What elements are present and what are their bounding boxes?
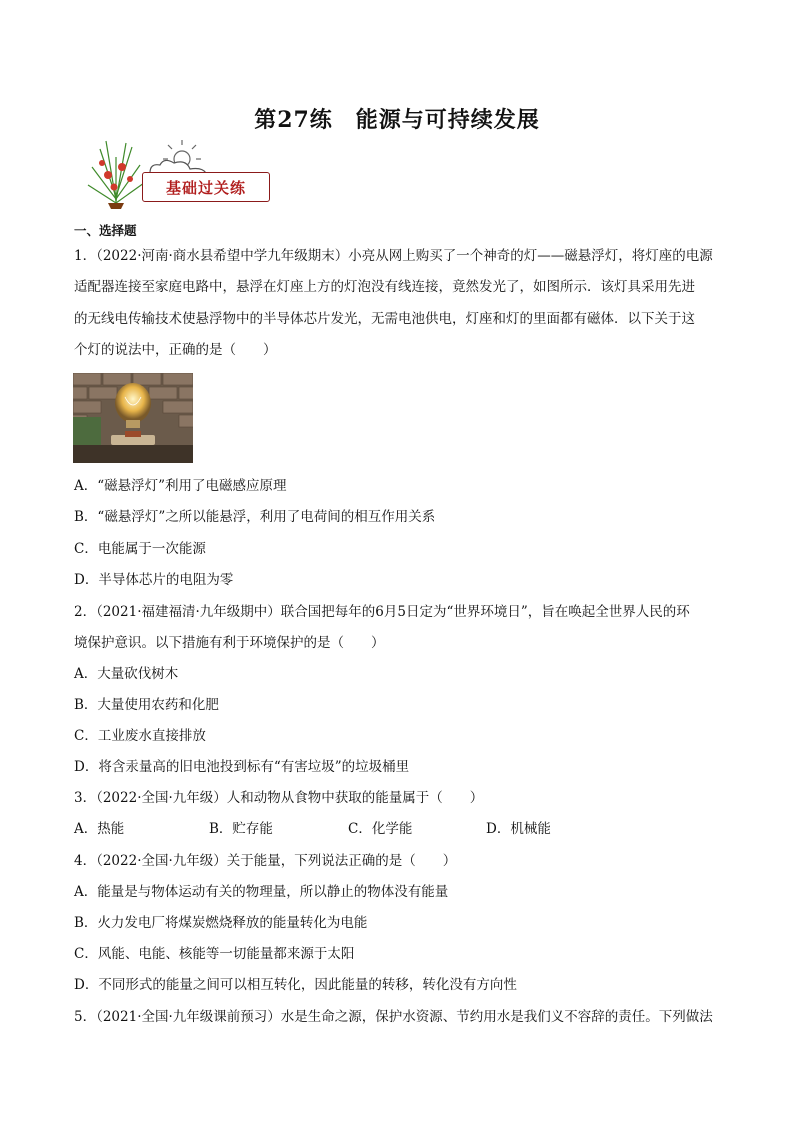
- question-4-option-b: B．火力发电厂将煤炭燃烧释放的能量转化为电能: [74, 915, 368, 931]
- flower-illustration-icon: [86, 137, 146, 209]
- question-3-option-d: D．机械能: [486, 821, 551, 837]
- question-1-line-4: 个灯的说法中，正确的是（ ）: [74, 342, 277, 358]
- question-1-line-3: 的无线电传输技术使悬浮物中的半导体芯片发光，无需电池供电，灯座和灯的里面都有磁体．以下关于这: [74, 311, 695, 327]
- question-1-line-2: 适配器连接至家庭电路中，悬浮在灯座上方的灯泡没有线连接，竟然发光了，如图所示．该灯具采用先进: [74, 279, 695, 295]
- question-4-line-1: 4．（2022·全国·九年级）关于能量，下列说法正确的是（ ）: [74, 853, 457, 869]
- question-1-option-a: A．“磁悬浮灯”利用了电磁感应原理: [74, 478, 287, 494]
- question-4-option-a: A．能量是与物体运动有关的物理量，所以静止的物体没有能量: [74, 884, 449, 900]
- banner-label: 基础过关练: [142, 172, 270, 202]
- question-1-option-c: C．电能属于一次能源: [74, 541, 206, 557]
- question-2-option-b: B．大量使用农药和化肥: [74, 697, 219, 713]
- question-2-line-2: 境保护意识。以下措施有利于环境保护的是（ ）: [74, 635, 385, 651]
- question-2-option-c: C．工业废水直接排放: [74, 728, 206, 744]
- section-heading: 一、选择题: [74, 223, 137, 238]
- question-2-line-1: 2．（2021·福建福清·九年级期中）联合国把每年的6月5日定为“世界环境日”，旨在唤起全世界人民的环: [74, 604, 690, 620]
- question-3-option-b: B．贮存能: [209, 821, 273, 837]
- page-title: 第27练 能源与可持续发展: [254, 107, 540, 133]
- question-1-option-d: D．半导体芯片的电阻为零: [74, 572, 234, 588]
- question-3-option-a: A．热能: [74, 821, 125, 837]
- question-3-line-1: 3．（2022·全国·九年级）人和动物从食物中获取的能量属于（ ）: [74, 790, 484, 806]
- question-4-option-d: D．不同形式的能量之间可以相互转化，因此能量的转移，转化没有方向性: [74, 977, 517, 993]
- question-5-line-1: 5．（2021·全国·九年级课前预习）水是生命之源，保护水资源、节约用水是我们义不容辞的责任。下列做法: [74, 1009, 713, 1025]
- question-1-line-1: 1．（2022·河南·商水县希望中学九年级期末）小亮从网上购买了一个神奇的灯——磁悬浮灯，将灯座的电源: [74, 248, 713, 264]
- cloud-sun-icon: [146, 137, 216, 177]
- question-3-option-c: C．化学能: [348, 821, 413, 837]
- section-banner: [86, 137, 276, 209]
- question-4-option-c: C．风能、电能、核能等一切能量都来源于太阳: [74, 946, 355, 962]
- levitating-lamp-photo: [73, 373, 193, 463]
- question-2-option-d: D．将含汞量高的旧电池投到标有“有害垃圾”的垃圾桶里: [74, 759, 410, 775]
- question-1-option-b: B．“磁悬浮灯”之所以能悬浮，利用了电荷间的相互作用关系: [74, 509, 436, 525]
- question-2-option-a: A．大量砍伐树木: [74, 666, 179, 682]
